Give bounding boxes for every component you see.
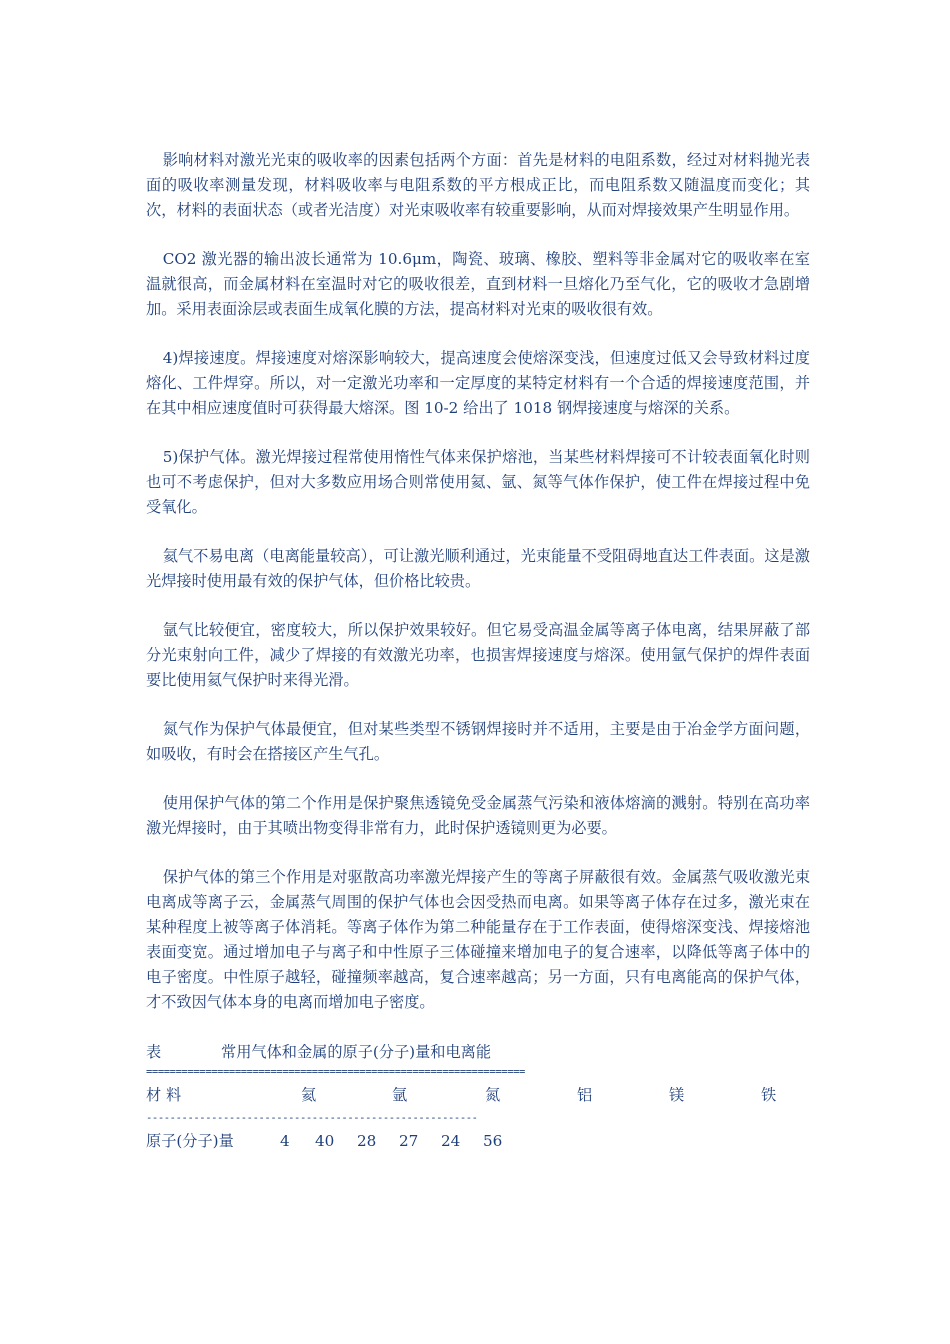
paragraph: 氩气比较便宜，密度较大，所以保护效果较好。但它易受高温金属等离子体电离，结果屏蔽了部分光束射向工件，减少了焊接的有效激光功率，也损害焊接速度与熔深。使用氩气保护的焊件表面要比使用氦气保护时来得光滑。 [146, 621, 810, 689]
table-row [146, 1125, 810, 1157]
table-header-rule: -------------------------------------------------------- [146, 1112, 478, 1124]
table-cell: 28 [357, 1132, 377, 1150]
paragraph: CO2 激光器的输出波长通常为 10.6μm，陶瓷、玻璃、橡胶、塑料等非金属对它的吸收率在室温就很高，而金属材料在室温时对它的吸收很差，直到材料一旦熔化乃至气化，它的吸收才急剧增加。采用表面涂层或表面生成氧化膜的方法，提高材料对光束的吸收很有效。 [146, 250, 810, 318]
table-caption [146, 1039, 810, 1065]
table-header-cell: 氦 [301, 1086, 317, 1104]
paragraph: 氦气不易电离（电离能量较高），可让激光顺利通过，光束能量不受阻碍地直达工件表面。这是激光焊接时使用最有效的保护气体，但价格比较贵。 [146, 547, 810, 590]
paragraph: 5)保护气体。激光焊接过程常使用惰性气体来保护熔池，当某些材料焊接可不计较表面氧化时则也可不考虑保护，但对大多数应用场合则常使用氦、氩、氮等气体作保护，使工件在焊接过程中免受氧化。 [146, 448, 810, 516]
table-header-row [146, 1079, 810, 1111]
paragraph: 氮气作为保护气体最便宜，但对某些类型不锈钢焊接时并不适用，主要是由于冶金学方面问题，如吸收，有时会在搭接区产生气孔。 [146, 720, 810, 763]
table-title: 常用气体和金属的原子(分子)量和电离能 [221, 1043, 492, 1061]
table-cell: 56 [483, 1132, 503, 1150]
data-table [146, 1039, 810, 1157]
table-header-cell: 氮 [485, 1086, 501, 1104]
paragraph: 保护气体的第三个作用是对驱散高功率激光焊接产生的等离子屏蔽很有效。金属蒸气吸收激光束电离成等离子云，金属蒸气周围的保护气体也会因受热而电离。如果等离子体存在过多，激光束在某种程度上被等离子体消耗。等离子体作为第二种能量存在于工作表面，使得熔深变浅、焊接熔池表面变宽。通过增加电子与离子和中性原子三体碰撞来增加电子的复合速率，以降低等离子体中的电子密度。中性原子越轻，碰撞频率越高，复合速率越高；另一方面，只有电离能高的保护气体，才不致因气体本身的电离而增加电子密度。 [146, 868, 810, 1011]
document-body [146, 148, 810, 1157]
table-header-label: 材 料 [146, 1086, 182, 1104]
table-cell: 40 [315, 1132, 335, 1150]
paragraph: 使用保护气体的第二个作用是保护聚焦透镜免受金属蒸气污染和液体熔滴的溅射。特别在高功率激光焊接时，由于其喷出物变得非常有力，此时保护透镜则更为必要。 [146, 794, 810, 837]
paragraph: 4)焊接速度。焊接速度对熔深影响较大，提高速度会使熔深变浅，但速度过低又会导致材料过度熔化、工件焊穿。所以，对一定激光功率和一定厚度的某特定材料有一个合适的焊接速度范围，并在其中相应速度值时可获得最大熔深。图 10-2 给出了 1018 钢焊接速度与熔深的关系。 [146, 349, 810, 417]
table-top-rule: ================================================================ [146, 1066, 525, 1078]
table-header-cell: 铁 [761, 1086, 777, 1104]
table-header-cell: 氩 [392, 1086, 408, 1104]
table-cell: 27 [399, 1132, 419, 1150]
table-header-cell: 铝 [577, 1086, 593, 1104]
table-cell: 4 [280, 1132, 290, 1150]
table-row-label: 原子(分子)量 [146, 1132, 234, 1150]
table-cell: 24 [441, 1132, 461, 1150]
table-label: 表 [146, 1043, 162, 1061]
paragraph: 影响材料对激光光束的吸收率的因素包括两个方面：首先是材料的电阻系数，经过对材料抛光表面的吸收率测量发现，材料吸收率与电阻系数的平方根成正比，而电阻系数又随温度而变化；其次，材料的表面状态（或者光洁度）对光束吸收率有较重要影响，从而对焊接效果产生明显作用。 [146, 151, 810, 219]
table-header-cell: 镁 [669, 1086, 685, 1104]
